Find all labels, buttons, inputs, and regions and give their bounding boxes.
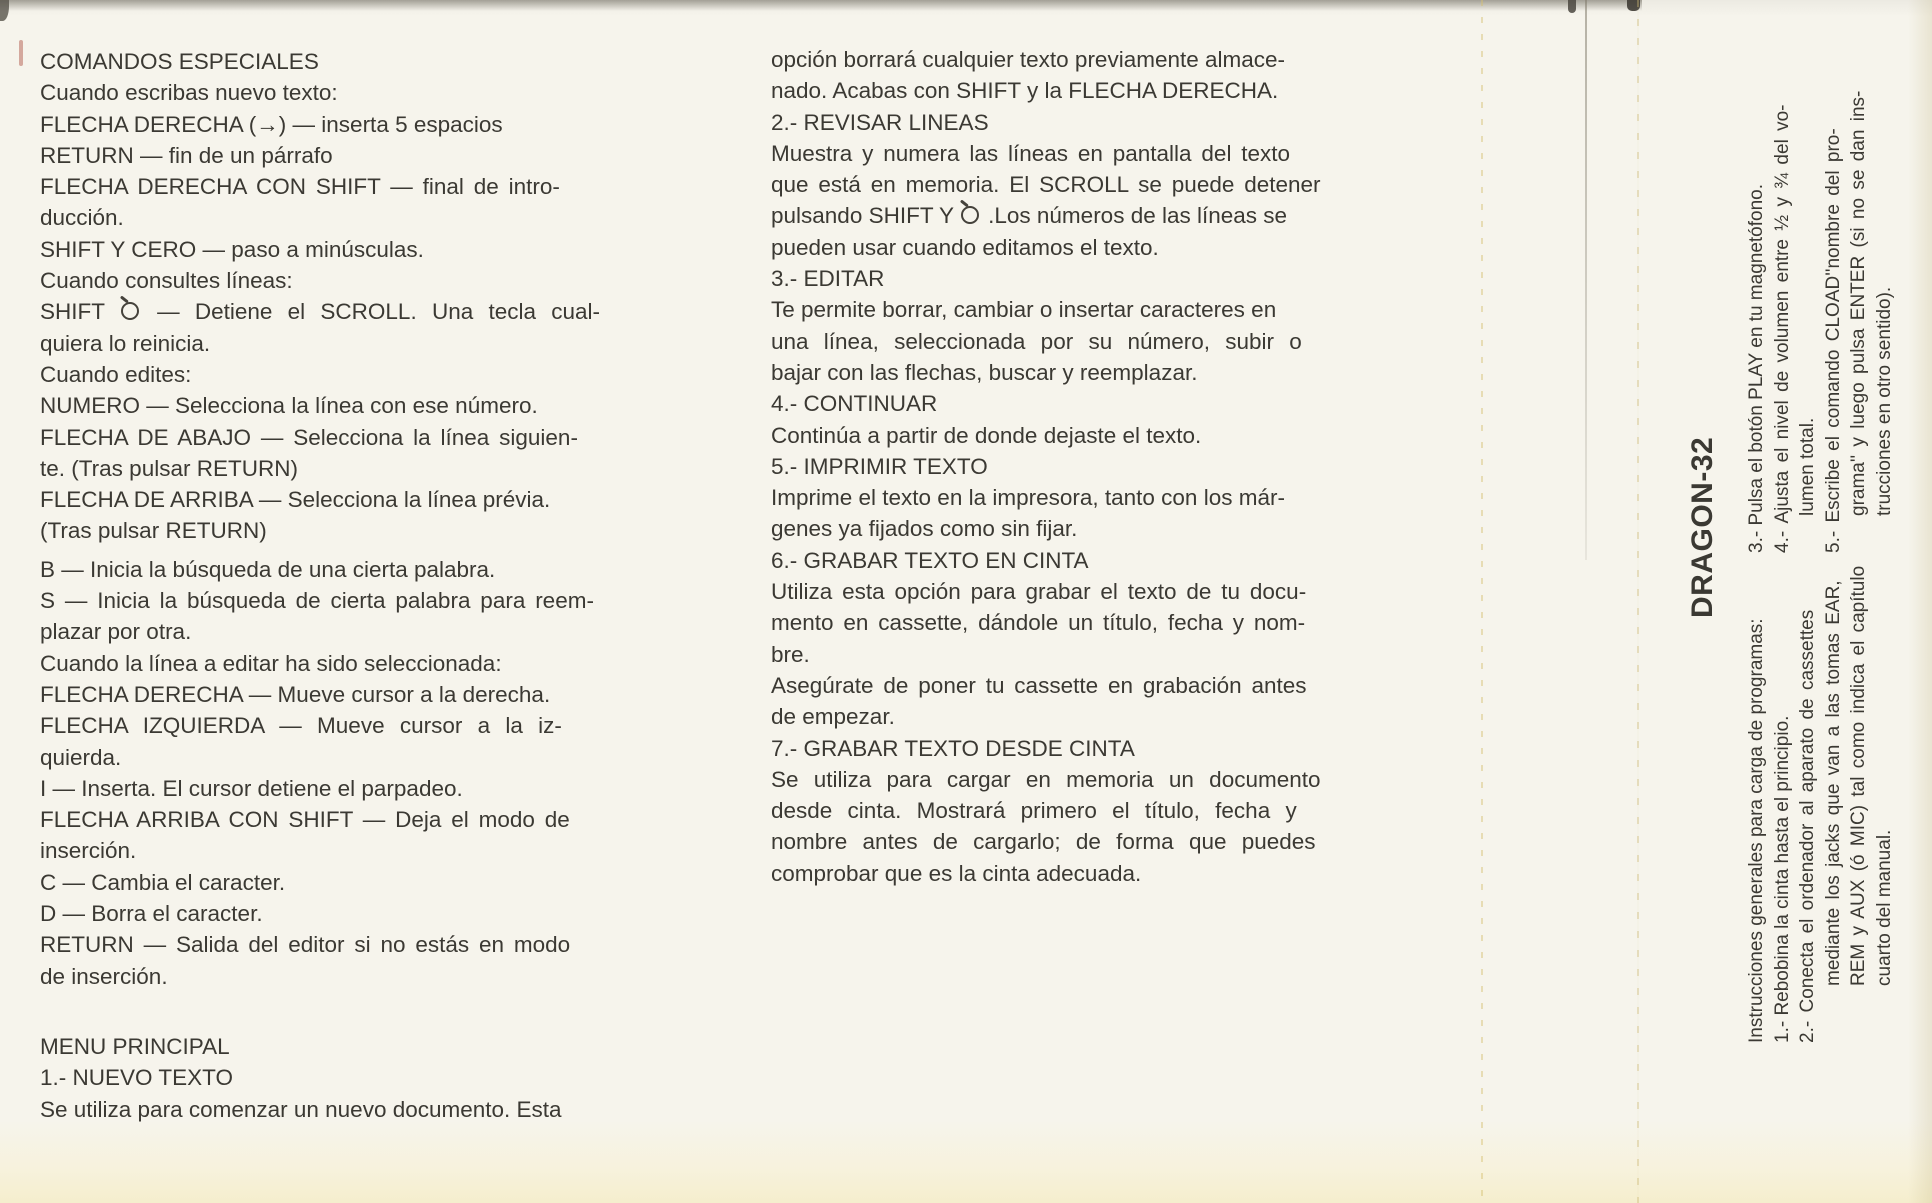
text-line: Se utiliza para cargar en memoria un documento — [771, 766, 1321, 792]
text-line: Asegúrate de poner tu cassette en grabación antes — [771, 672, 1307, 698]
text-line: Cuando edites: — [40, 361, 192, 387]
scan-edge-mark — [1568, 0, 1576, 13]
text-line: B — Inicia la búsqueda de una cierta palabra. — [40, 556, 496, 582]
text-line: FLECHA DERECHA CON SHIFT — final de intro- — [40, 174, 560, 200]
left-text-column — [40, 46, 688, 1125]
brand-dragon-32: DRAGON-32 — [1686, 436, 1719, 618]
text-line: trucciones en otro sentido). — [1873, 286, 1895, 516]
text-line: pueden usar cuando editamos el texto. — [771, 234, 1159, 260]
text-line: lumen total. — [1797, 417, 1818, 516]
text-line: Cuando la línea a editar ha sido seleccionada: — [40, 650, 502, 676]
text-line: bre. — [771, 641, 810, 667]
scan-corner-mark — [0, 0, 9, 21]
edit-commands-section — [40, 554, 688, 992]
text-part: — Detiene el SCROLL. Una tecla cual- — [141, 299, 601, 325]
loading-step-1: 1.- Rebobina la cinta hasta el principio. — [1771, 715, 1793, 1043]
option-6-heading: 6.- GRABAR TEXTO EN CINTA — [771, 547, 1089, 573]
text-line: grama'' y luego pulsa ENTER (si no se dan ins- — [1848, 90, 1869, 516]
text-line: FLECHA DERECHA (→) — inserta 5 espacios — [40, 111, 503, 137]
text-line: mediante los jacks que van a las tomas EAR, — [1822, 580, 1844, 986]
special-commands-section — [40, 46, 688, 547]
text-line: RETURN — Salida del editor si no estás en modo — [40, 932, 571, 958]
text-line: REM y AUX (ó MIC) tal como indica el capítulo — [1848, 565, 1869, 986]
text-line: inserción. — [40, 838, 137, 864]
text-line: Utiliza esta opción para grabar el texto de tu docu- — [771, 579, 1307, 605]
option-4-heading: 4.- CONTINUAR — [771, 391, 938, 417]
option-7-heading: 7.- GRABAR TEXTO DESDE CINTA — [771, 735, 1135, 761]
text-line: Se utiliza para comenzar un nuevo documento. Esta — [40, 1096, 562, 1122]
text-part: pulsando SHIFT Y — [771, 203, 960, 229]
middle-text-column — [771, 44, 1443, 889]
text-line: Cuando escribas nuevo texto: — [40, 80, 338, 106]
text-part: .Los números de las líneas se — [981, 203, 1288, 229]
option-2-heading: 2.- REVISAR LINEAS — [771, 109, 989, 135]
loading-step-4: 4.- Ajusta el nivel de volumen entre ½ y ¾ del vo- — [1771, 104, 1793, 553]
text-line: cuarto del manual. — [1873, 829, 1895, 986]
scan-red-smudge — [19, 40, 23, 66]
text-line: quierda. — [40, 744, 122, 770]
loading-instructions-column-2 — [1744, 23, 1897, 553]
at-key-icon — [961, 206, 979, 224]
text-line: te. (Tras pulsar RETURN) — [40, 455, 298, 481]
text-line: de inserción. — [40, 963, 168, 989]
text-line: quiera lo reinicia. — [40, 330, 211, 356]
main-menu-section — [40, 1031, 688, 1125]
text-line: plazar por otra. — [40, 619, 192, 645]
text-line: D — Borra el caracter. — [40, 901, 263, 927]
text-line: FLECHA IZQUIERDA — Mueve cursor a la iz- — [40, 713, 562, 739]
text-line: nado. Acabas con SHIFT y la FLECHA DERECHA. — [771, 78, 1279, 104]
loading-step-3: 3.- Pulsa el botón PLAY en tu magnetófono. — [1746, 184, 1767, 553]
option-1-heading: 1.- NUEVO TEXTO — [40, 1065, 233, 1091]
fold-crease-line — [1481, 0, 1483, 1203]
text-line: NUMERO — Selecciona la línea con ese número. — [40, 393, 538, 419]
text-line: genes ya fijados como sin fijar. — [771, 516, 1078, 542]
text-line: FLECHA DE ARRIBA — Selecciona la línea prévia. — [40, 487, 551, 513]
loading-step-5: 5.- Escribe el comando CLOAD''nombre del pro- — [1822, 128, 1844, 553]
text-line: C — Cambia el caracter. — [40, 869, 286, 895]
menu-principal-heading: MENU PRINCIPAL — [40, 1033, 230, 1059]
fold-crease-line — [1585, 0, 1587, 560]
text-line: bajar con las flechas, buscar y reemplazar. — [771, 359, 1198, 385]
text-line: que está en memoria. El SCROLL se puede detener — [771, 172, 1321, 198]
scan-top-shadow — [0, 0, 1642, 11]
text-line: (Tras pulsar RETURN) — [40, 518, 267, 544]
text-line: FLECHA ARRIBA CON SHIFT — Deja el modo de — [40, 807, 570, 833]
text-line: FLECHA DE ABAJO — Selecciona la línea siguien- — [40, 424, 578, 450]
section-title-comandos-especiales: COMANDOS ESPECIALES — [40, 49, 319, 74]
text-line: Te permite borrar, cambiar o insertar caracteres en — [771, 297, 1277, 323]
text-line-shift-scroll — [40, 296, 688, 327]
loading-step-2: 2.- Conecta el ordenador al aparato de cassettes — [1797, 609, 1818, 1043]
text-line: SHIFT Y CERO — paso a minúsculas. — [40, 236, 424, 262]
text-line: Muestra y numera las líneas en pantalla del texto — [771, 140, 1291, 166]
text-line: FLECHA DERECHA — Mueve cursor a la derecha. — [40, 681, 551, 707]
text-line: I — Inserta. El cursor detiene el parpadeo. — [40, 775, 463, 801]
text-line: S — Inicia la búsqueda de cierta palabra para reem- — [40, 588, 594, 614]
text-line: Continúa a partir de donde dejaste el texto. — [771, 422, 1202, 448]
cassette-inlay-flap — [1634, 0, 1932, 1203]
text-line: opción borrará cualquier texto previamente almace- — [771, 47, 1286, 72]
text-line: ducción. — [40, 205, 124, 231]
text-line: nombre antes de cargarlo; de forma que puedes — [771, 829, 1316, 855]
option-5-heading: 5.- IMPRIMIR TEXTO — [771, 453, 988, 479]
text-line: Cuando consultes líneas: — [40, 268, 293, 294]
text-line-shift-scroll — [771, 200, 1443, 231]
text-line: RETURN — fin de un párrafo — [40, 142, 333, 168]
loading-instructions-column-1 — [1744, 565, 1897, 1043]
option-3-heading: 3.- EDITAR — [771, 266, 885, 292]
text-line: comprobar que es la cinta adecuada. — [771, 860, 1142, 886]
text-line: desde cinta. Mostrará primero el título, fecha y — [771, 798, 1297, 824]
text-line: mento en cassette, dándole un título, fecha y nom- — [771, 610, 1306, 636]
loading-instructions-heading: Instrucciones generales para carga de programas: — [1746, 618, 1767, 1043]
text-line: de empezar. — [771, 704, 895, 730]
at-key-icon — [121, 302, 139, 320]
text-line: Imprime el texto en la impresora, tanto con los már- — [771, 485, 1285, 511]
rotated-loading-instructions — [1640, 0, 1932, 1203]
text-part: SHIFT — [40, 299, 120, 325]
text-line: una línea, seleccionada por su número, subir o — [771, 328, 1302, 354]
